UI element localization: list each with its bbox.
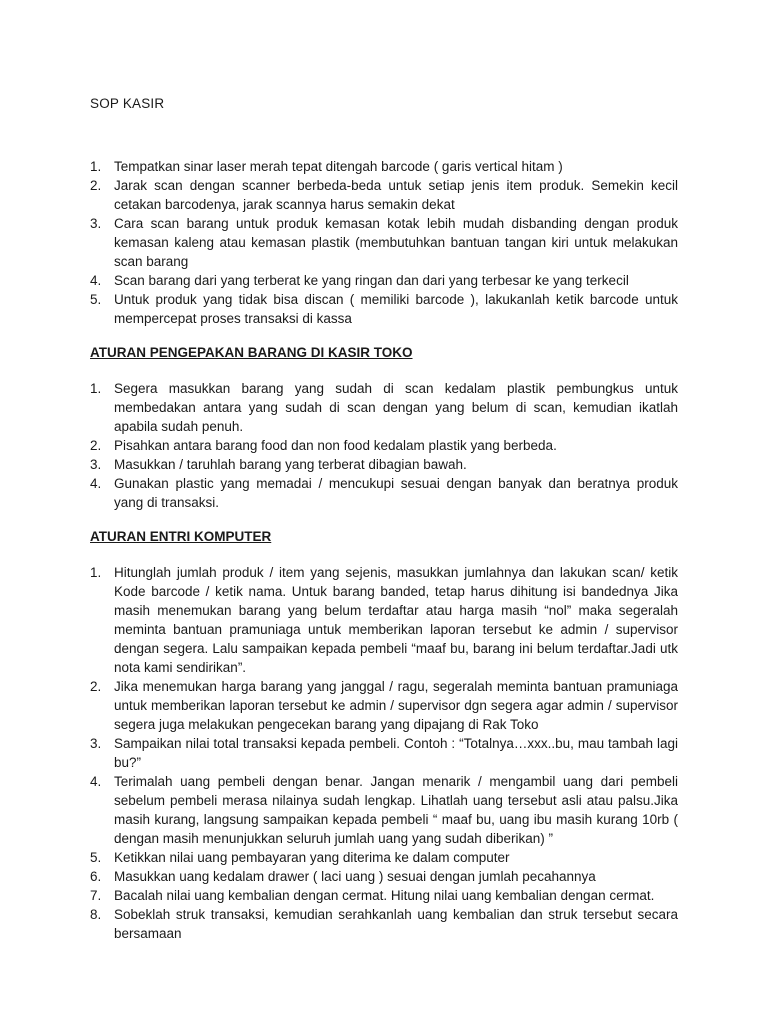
list-item: 3. Sampaikan nilai total transaksi kepada pembeli. Contoh : “Totalnya…xxx..bu, mau tambah lagi bu?” — [90, 736, 678, 770]
list-item: 4. Gunakan plastic yang memadai / mencukupi sesuai dengan banyak dan beratnya produk yang di transaksi. — [90, 476, 678, 510]
computer-entry-list — [90, 563, 678, 943]
list-item-text: Bacalah nilai uang kembalian dengan cermat. Hitung nilai uang kembalian dengan cermat. — [114, 888, 655, 903]
list-item: 5. Ketikkan nilai uang pembayaran yang diterima ke dalam computer — [90, 850, 510, 865]
list-item: 4. Scan barang dari yang terberat ke yang ringan dan dari yang terbesar ke yang terkecil — [90, 273, 629, 288]
list-item-text: Jarak scan dengan scanner berbeda-beda untuk setiap jenis item produk. Semekin kecil cetakan barcodenya, jarak scannya harus semakin dekat — [114, 178, 678, 212]
sop-steps-list — [90, 157, 678, 328]
packing-rules-list — [90, 379, 678, 512]
document-title: SOP KASIR — [90, 96, 165, 111]
list-item-text: Terimalah uang pembeli dengan benar. Jangan menarik / mengambil uang dari pembeli sebelum pembeli merasa nilainya sudah lengkap. Lihatlah uang tersebut asli atau palsu.Jika masih kurang, langsung sampaikan kepada pembeli “ maaf bu, uang ibu masih kurang 10rb ( dengan masih menunjukkan seluruh jumlah uang yang sudah diberikan) ” — [114, 774, 678, 846]
list-item-text: Masukkan / taruhlah barang yang terberat dibagian bawah. — [114, 457, 467, 472]
list-item: 1. Tempatkan sinar laser merah tepat ditengah barcode ( garis vertical hitam ) — [90, 159, 563, 174]
list-item-text: Sobeklah struk transaksi, kemudian serahkanlah uang kembalian dan struk tersebut secara bersamaan — [114, 907, 678, 941]
list-item-text: Gunakan plastic yang memadai / mencukupi sesuai dengan banyak dan beratnya produk yang di transaksi. — [114, 476, 678, 510]
list-item-text: Sampaikan nilai total transaksi kepada pembeli. Contoh : “Totalnya…xxx..bu, mau tambah lagi bu?” — [114, 736, 678, 770]
list-item: 5. Untuk produk yang tidak bisa discan ( memiliki barcode ), lakukanlah ketik barcode untuk mempercepat proses transaksi di kassa — [90, 292, 678, 326]
list-item-text: Jika menemukan harga barang yang janggal / ragu, segeralah meminta bantuan pramuniaga untuk memberikan laporan tersebut ke admin / supervisor dgn segera agar admin / supervisor segera juga melakukan pengecekan barang yang dipajang di Rak Toko — [114, 679, 678, 732]
list-item: 2. Jika menemukan harga barang yang janggal / ragu, segeralah meminta bantuan pramuniaga untuk memberikan laporan tersebut ke admin / supervisor dgn segera agar admin / supervisor segera juga melakukan pengecekan barang yang dipajang di Rak Toko — [90, 679, 678, 732]
list-item-text: Scan barang dari yang terberat ke yang ringan dan dari yang terbesar ke yang terkecil — [114, 273, 629, 288]
list-item-text: Hitunglah jumlah produk / item yang sejenis, masukkan jumlahnya dan lakukan scan/ ketik Kode barcode / ketik nama. Untuk barang banded, tetap harus dihitung isi bandednya Jika masih menemukan barang yang belum terdaftar atau harga masih “nol” maka segeralah meminta bantuan pramuniaga untuk memberikan laporan tersebut ke admin / supervisor dengan segera. Lalu sampaikan kepada pembeli “maaf bu, barang ini belum terdaftar.Jadi utk nota kami sendirikan”. — [114, 565, 678, 675]
list-item: 7. Bacalah nilai uang kembalian dengan cermat. Hitung nilai uang kembalian dengan cermat. — [90, 888, 655, 903]
list-item-text: Pisahkan antara barang food dan non food kedalam plastik yang berbeda. — [114, 438, 557, 453]
list-item: 6. Masukkan uang kedalam drawer ( laci uang ) sesuai dengan jumlah pecahannya — [90, 869, 596, 884]
packing-rules-heading: ATURAN PENGEPAKAN BARANG DI KASIR TOKO — [90, 345, 413, 360]
list-item-text: Masukkan uang kedalam drawer ( laci uang ) sesuai dengan jumlah pecahannya — [114, 869, 596, 884]
list-item: 1. Hitunglah jumlah produk / item yang sejenis, masukkan jumlahnya dan lakukan scan/ ketik Kode barcode / ketik nama. Untuk barang banded, tetap harus dihitung isi bandednya Jika masih menemukan barang yang belum terdaftar atau harga masih “nol” maka segeralah meminta bantuan pramuniaga untuk memberikan laporan tersebut ke admin / supervisor dengan segera. Lalu sampaikan kepada pembeli “maaf bu, barang ini belum terdaftar.Jadi utk nota kami sendirikan”. — [90, 565, 678, 675]
computer-entry-heading: ATURAN ENTRI KOMPUTER — [90, 529, 272, 544]
list-item: 2. Jarak scan dengan scanner berbeda-beda untuk setiap jenis item produk. Semekin kecil cetakan barcodenya, jarak scannya harus semakin dekat — [90, 178, 678, 212]
list-item: 2. Pisahkan antara barang food dan non food kedalam plastik yang berbeda. — [90, 438, 557, 453]
list-item-text: Tempatkan sinar laser merah tepat ditengah barcode ( garis vertical hitam ) — [114, 159, 563, 174]
list-item-text: Cara scan barang untuk produk kemasan kotak lebih mudah disbanding dengan produk kemasan kaleng atau kemasan plastik (membutuhkan bantuan tangan kiri untuk melakukan scan barang — [114, 216, 678, 269]
list-item: 3. Masukkan / taruhlah barang yang terberat dibagian bawah. — [90, 457, 467, 472]
list-item: 4. Terimalah uang pembeli dengan benar. Jangan menarik / mengambil uang dari pembeli sebelum pembeli merasa nilainya sudah lengkap. Lihatlah uang tersebut asli atau palsu.Jika masih kurang, langsung sampaikan kepada pembeli “ maaf bu, uang ibu masih kurang 10rb ( dengan masih menunjukkan seluruh jumlah uang yang sudah diberikan) ” — [90, 774, 678, 846]
list-item-text: Segera masukkan barang yang sudah di scan kedalam plastik pembungkus untuk membedakan antara yang sudah di scan dengan yang belum di scan, kemudian ikatlah apabila sudah penuh. — [114, 381, 678, 434]
list-item-text: Ketikkan nilai uang pembayaran yang diterima ke dalam computer — [114, 850, 510, 865]
list-item: 8. Sobeklah struk transaksi, kemudian serahkanlah uang kembalian dan struk tersebut secara bersamaan — [90, 907, 678, 941]
list-item-text: Untuk produk yang tidak bisa discan ( memiliki barcode ), lakukanlah ketik barcode untuk mempercepat proses transaksi di kassa — [114, 292, 678, 326]
list-item: 3. Cara scan barang untuk produk kemasan kotak lebih mudah disbanding dengan produk kemasan kaleng atau kemasan plastik (membutuhkan bantuan tangan kiri untuk melakukan scan barang — [90, 216, 678, 269]
list-item: 1. Segera masukkan barang yang sudah di scan kedalam plastik pembungkus untuk membedakan antara yang sudah di scan dengan yang belum di scan, kemudian ikatlah apabila sudah penuh. — [90, 381, 678, 434]
